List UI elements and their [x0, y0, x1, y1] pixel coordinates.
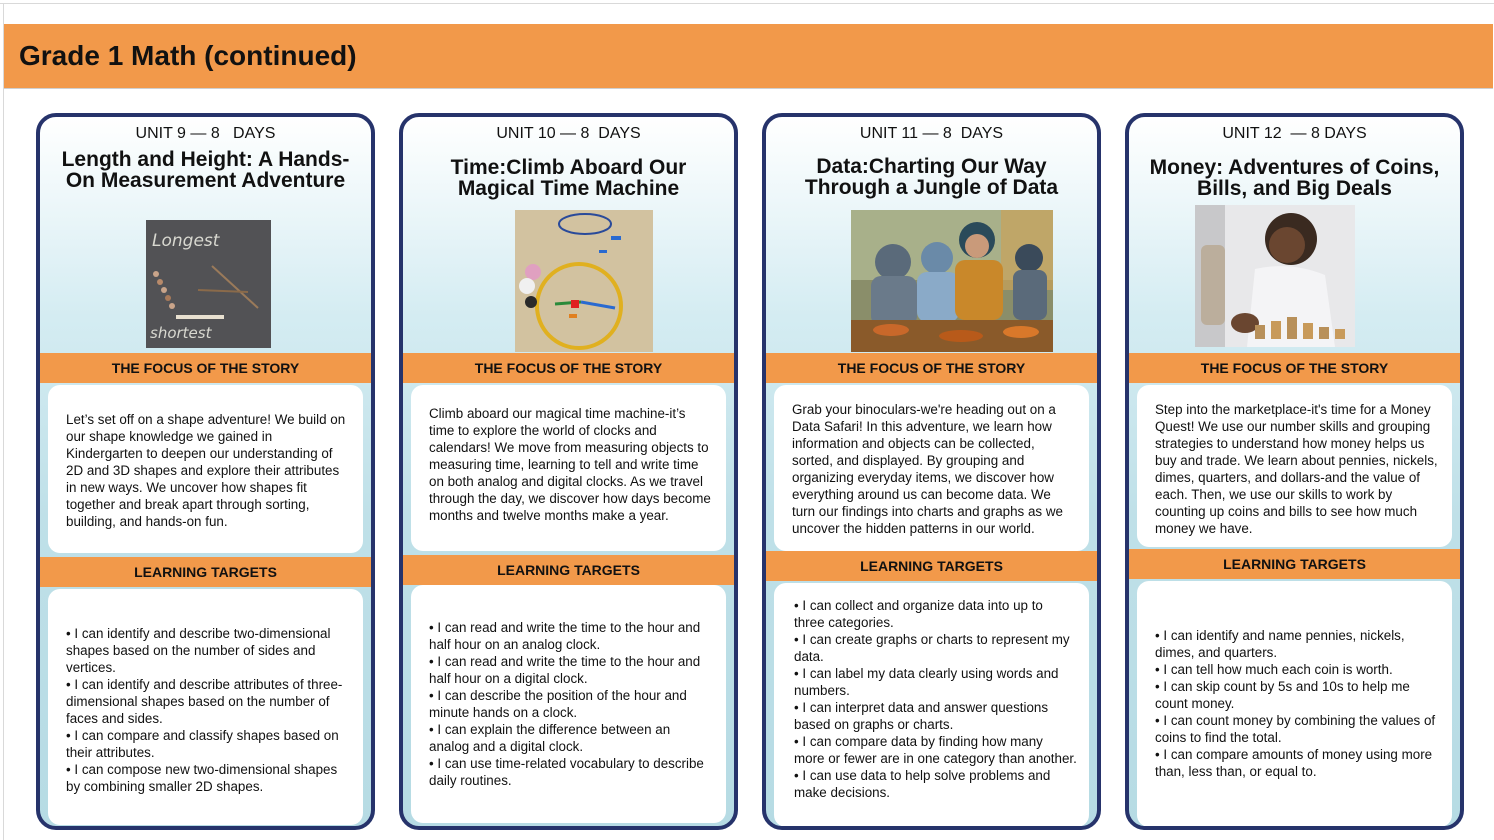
focus-band: THE FOCUS OF THE STORY — [36, 353, 375, 383]
focus-band: THE FOCUS OF THE STORY — [1125, 353, 1464, 383]
targets-list — [1155, 627, 1440, 780]
focus-text: Climb aboard our magical time machine-it’s time to explore the world of clocks and calendars! We move from measuring objects to measuring time, learning to tell and write time on both analog and digital clocks. As we travel through the day, we discover how days become months and twelve months make a year. — [429, 406, 711, 523]
focus-box — [774, 385, 1089, 551]
target-item: • I can use time-related vocabulary to describe daily routines. — [429, 755, 714, 789]
targets-band: LEARNING TARGETS — [399, 555, 738, 585]
unit-header: UNIT 11 — 8 DAYS — [859, 125, 1004, 142]
unit-card-11 — [762, 113, 1101, 830]
focus-box — [1137, 385, 1452, 547]
targets-band: LEARNING TARGETS — [1125, 549, 1464, 579]
target-item: • I can describe the position of the hour and minute hands on a clock. — [429, 687, 714, 721]
unit-header: UNIT 12 — 8 DAYS — [1222, 125, 1367, 142]
target-item: • I can identify and describe attributes of three-dimensional shapes based on the number of faces and sides. — [66, 676, 351, 727]
target-item: • I can read and write the time to the hour and half hour on a digital clock. — [429, 653, 714, 687]
photo-text-shortest: shortest — [150, 324, 212, 342]
targets-box — [1137, 581, 1452, 827]
targets-list — [794, 597, 1077, 801]
measurement-photo — [146, 220, 271, 348]
targets-list — [66, 625, 351, 795]
target-item: • I can identify and name pennies, nickels, dimes, and quarters. — [1155, 627, 1440, 661]
unit-header: UNIT 9 — 8 DAYS — [135, 125, 276, 142]
target-item: • I can compare and classify shapes based on their attributes. — [66, 727, 351, 761]
target-item: • I can interpret data and answer questions based on graphs or charts. — [794, 699, 1077, 733]
focus-box — [48, 385, 363, 553]
target-item: • I can create graphs or charts to represent my data. — [794, 631, 1077, 665]
photo-text-longest: Longest — [152, 231, 220, 251]
unit-title: Length and Height: A Hands-On Measurement Adventure — [61, 148, 350, 192]
unit-header: UNIT 10 — 8 DAYS — [496, 125, 641, 142]
focus-box — [411, 385, 726, 551]
focus-text: Grab your binoculars-we're heading out on a Data Safari! In this adventure, we learn how information and objects can be collected, sorted, and displayed. By grouping and organizing everyday items, we discover how everything around us can become data. We turn our findings into charts and graphs as we uncover the hidden patterns in our world. — [792, 402, 1063, 536]
target-item: • I can use data to help solve problems and make decisions. — [794, 767, 1077, 801]
focus-band: THE FOCUS OF THE STORY — [762, 353, 1101, 383]
targets-list — [429, 619, 714, 789]
target-item: • I can label my data clearly using words and numbers. — [794, 665, 1077, 699]
targets-band: LEARNING TARGETS — [36, 557, 375, 587]
children-data-photo — [851, 210, 1053, 352]
target-item: • I can count money by combining the values of coins to find the total. — [1155, 712, 1440, 746]
unit-title: Money: Adventures of Coins, Bills, and Big Deals — [1149, 156, 1440, 200]
target-item: • I can tell how much each coin is worth. — [1155, 661, 1440, 678]
target-item: • I can skip count by 5s and 10s to help me count money. — [1155, 678, 1440, 712]
target-item: • I can compose new two-dimensional shapes by combining smaller 2D shapes. — [66, 761, 351, 795]
targets-band: LEARNING TARGETS — [762, 551, 1101, 581]
top-border-line — [0, 3, 1494, 4]
coins-photo — [1195, 205, 1355, 347]
target-item: • I can collect and organize data into up to three categories. — [794, 597, 1077, 631]
left-border-line — [3, 3, 4, 840]
unit-card-12 — [1125, 113, 1464, 830]
targets-box — [411, 585, 726, 823]
unit-card-10 — [399, 113, 738, 830]
unit-card-9 — [36, 113, 375, 830]
targets-box — [48, 589, 363, 825]
clock-photo — [515, 210, 653, 352]
target-item: • I can read and write the time to the hour and half hour on an analog clock. — [429, 619, 714, 653]
target-item: • I can explain the difference between an analog and a digital clock. — [429, 721, 714, 755]
unit-title: Time:Climb Aboard Our Magical Time Machine — [450, 156, 687, 200]
focus-text: Step into the marketplace-it's time for a Money Quest! We use our number skills and grouping strategies to understand how money helps us buy and trade. We learn about pennies, nickels, dimes, quarters, and dollars-and the value of each. Then, we use our skills to work by counting up coins and bills to see how much money we have. — [1155, 402, 1438, 536]
focus-text: Let’s set off on a shape adventure! We build on our shape knowledge we gained in Kindergarten to deepen our understanding of 2D and 3D shapes and explore their attributes in new ways. We uncover how shapes fit together and break apart through sorting, building, and hands-on fun. — [66, 412, 346, 529]
page-title: Grade 1 Math (continued) — [19, 40, 357, 71]
unit-title: Data:Charting Our Way Through a Jungle of Data — [804, 155, 1059, 199]
target-item: • I can compare amounts of money using more than, less than, or equal to. — [1155, 746, 1440, 780]
targets-box — [774, 583, 1089, 827]
target-item: • I can identify and describe two-dimensional shapes based on the number of sides and vertices. — [66, 625, 351, 676]
banner-divider — [4, 88, 1493, 89]
title-banner — [4, 24, 1493, 88]
target-item: • I can compare data by finding how many more or fewer are in one category than another. — [794, 733, 1077, 767]
focus-band: THE FOCUS OF THE STORY — [399, 353, 738, 383]
